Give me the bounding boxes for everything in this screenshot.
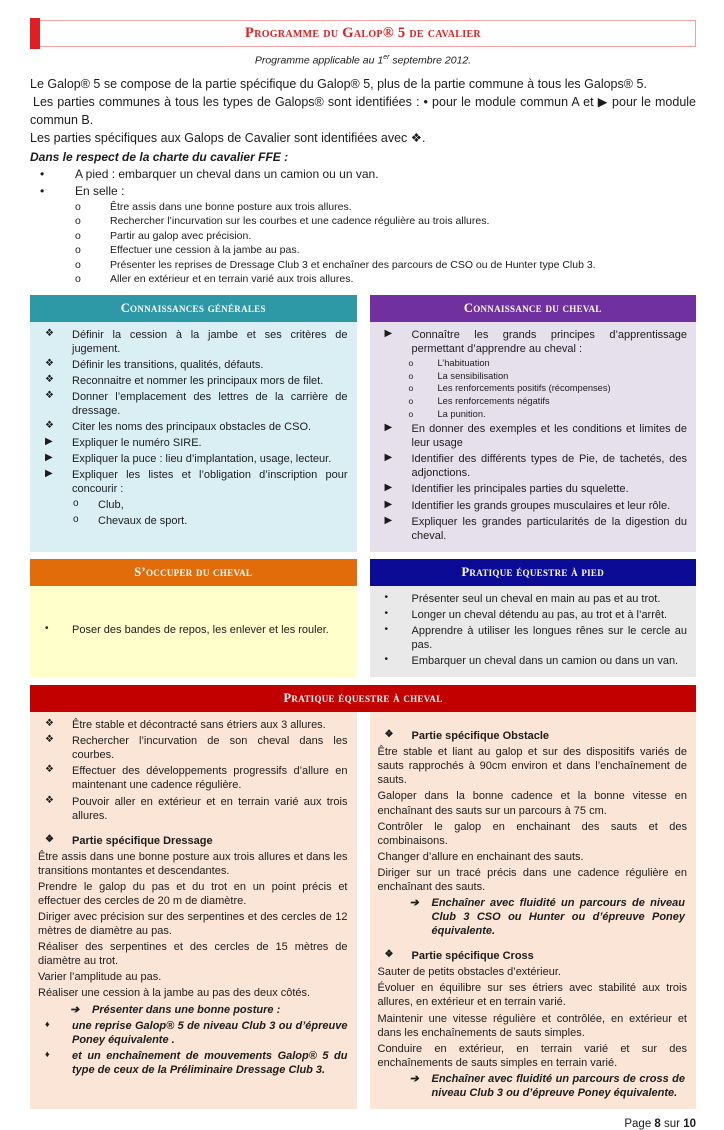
list-item [410, 896, 686, 938]
list-item-text: Diriger sur un tracé précis dans une cadence régulière en enchaînant des sauts. [377, 866, 687, 893]
bullet-marker: o [73, 498, 79, 510]
list-item [378, 422, 688, 450]
list-item [378, 383, 688, 395]
bullet-marker: • [384, 623, 389, 635]
list-item-text: Identifier les principales parties du squelette. [411, 483, 629, 496]
list-item [378, 1012, 688, 1040]
bullet-marker: ➔ [409, 1072, 419, 1085]
section-header-connaissances-generales: Connaissances générales [30, 295, 357, 322]
list-item-text: Apprendre à utiliser les longues rênes sur le cercle au pas. [411, 624, 687, 651]
list-item [378, 866, 688, 894]
list-item-text: Présenter les reprises de Dressage Club 3 et enchaîner des parcours de CSO ou de Hunter type Club 3. [110, 258, 596, 271]
list-item-text: Club, [98, 499, 124, 512]
list-item [30, 214, 696, 229]
list-item-text: L’habituation [437, 357, 490, 368]
list-item-text: Expliquer les grandes particularités de la digestion du cheval. [411, 515, 687, 542]
bullet-marker: o [408, 357, 414, 368]
list-item-text: Les renforcements positifs (récompenses) [437, 383, 611, 394]
section-header-soccuper-du-cheval: S’occuper du cheval [30, 559, 357, 586]
bullet-marker: o [408, 396, 414, 407]
footer-total-pages: 10 [683, 1118, 696, 1130]
list-item-text: Partir au galop avec précision. [110, 229, 252, 242]
bullet-marker: ❖ [45, 373, 54, 385]
bullet-marker: o [75, 200, 81, 213]
section-connaissance-du-cheval [370, 295, 697, 552]
list-item [38, 795, 348, 823]
list-item-text: Enchaîner avec fluidité un parcours de cross de niveau Club 3 ou d’épreuve Poney équivalente. [431, 1072, 685, 1099]
applicability-subtitle [30, 54, 696, 67]
list-item [378, 409, 688, 421]
list-item-text: Effectuer des développements progressifs d’allure en maintenant une cadence régulière. [72, 765, 348, 792]
list-item [38, 420, 348, 434]
list-item [30, 258, 696, 273]
list-item [30, 166, 696, 183]
bullet-marker: o [75, 273, 81, 285]
subtitle-prefix: Programme applicable au 1 [254, 54, 384, 67]
list-item-text: Prendre le galop du pas et du trot en un point précis et effectuer des cercles de 20 m de diamètre. [38, 880, 348, 907]
list-item [378, 452, 688, 480]
list-item [30, 243, 696, 258]
list-item [38, 940, 348, 968]
list-item-text: Longer un cheval détendu au pas, au trot et à l’arrêt. [411, 608, 668, 621]
pratique-cheval-left-column [30, 712, 357, 1109]
bullet-marker: ♦ [45, 1018, 50, 1029]
list-item-text: En donner des exemples et les conditions et limites de leur usage [411, 423, 687, 450]
list-item [38, 468, 348, 496]
list-item-text: Aller en extérieur et en terrain varié aux trois allures. [110, 273, 354, 285]
list-item-text: Rechercher l’incurvation sur les courbes et une cadence régulière au trois allures. [110, 215, 490, 227]
bullet-marker: ➔ [409, 896, 419, 909]
bullet-marker: ❖ [45, 734, 54, 746]
list-item [378, 328, 688, 356]
list-item [378, 729, 688, 743]
knowledge-tables-row [30, 295, 696, 552]
list-item-text: Partie spécifique Dressage [72, 834, 213, 847]
list-item [38, 514, 348, 528]
bullet-marker: ▶ [384, 422, 393, 434]
bullet-marker: • [40, 183, 45, 198]
list-item [378, 515, 688, 543]
list-item-text: La sensibilisation [437, 370, 509, 381]
list-item-text: Définir les transitions, qualités, défauts. [72, 358, 264, 371]
list-item-text: Évoluer en équilibre sur ses étriers avec stabilité aux trois allures, en extérieur et en terrain varié. [377, 982, 687, 1009]
bullet-marker: ❖ [384, 729, 394, 741]
list-item [38, 452, 348, 466]
list-item [378, 358, 688, 370]
section-body-connaissances-generales [30, 322, 357, 552]
list-item [38, 880, 348, 908]
list-item-text: Présenter seul un cheval en main au pas et au trot. [411, 592, 661, 605]
list-item-text: Identifier les grands groupes musculaires et leur rôle. [411, 499, 671, 512]
pratique-cheval-columns [30, 712, 696, 1109]
list-item-text: Sauter de petits obstacles d’extérieur. [377, 966, 561, 979]
page-footer [30, 1118, 696, 1130]
list-item-text: La punition. [437, 409, 486, 420]
bullet-marker: • [40, 166, 45, 181]
list-item [38, 328, 348, 356]
list-item [378, 654, 688, 668]
list-item [38, 390, 348, 418]
list-item-text: Rechercher l’incurvation de son cheval dans les courbes. [72, 735, 348, 762]
list-item [38, 436, 348, 450]
list-item [378, 789, 688, 817]
section-header-connaissance-du-cheval: Connaissance du cheval [370, 295, 697, 322]
bullet-marker: o [75, 244, 81, 256]
section-header-pratique-equestre-a-cheval: Pratique équestre à cheval [30, 685, 696, 712]
bullet-marker: o [73, 514, 79, 526]
charte-list [30, 166, 696, 287]
pratique-cheval-right-column [370, 712, 697, 1109]
list-item [38, 498, 348, 512]
bullet-marker: o [75, 258, 81, 271]
footer-page-label: Page [624, 1118, 655, 1130]
list-item [378, 745, 688, 787]
section-pratique-equestre-a-pied [370, 559, 697, 677]
list-item-text: Connaître les grands principes d’apprentissage permettant d’apprendre au cheval : [411, 328, 687, 355]
list-item-text: Présenter dans une bonne posture : [92, 1003, 281, 1016]
care-tables-row [30, 559, 696, 677]
list-item-text: Réaliser une cession à la jambe au pas des deux côtés. [38, 987, 311, 1000]
bullet-marker: ❖ [45, 419, 54, 431]
list-item [378, 949, 688, 963]
bullet-marker: ▶ [384, 498, 393, 510]
list-item [38, 718, 348, 732]
list-item-text: Conduire en extérieur, en terrain varié et sur des enchaînements de sauts simples en terrain varié. [377, 1042, 687, 1069]
list-item-text: Définir la cession à la jambe et ses critères de jugement. [72, 328, 348, 355]
list-item-text: Être stable et liant au galop et sur des dispositifs variés de sauts rapprochés à 90cm environ et dans l’enchaînement de sauts. [377, 746, 687, 787]
list-item [38, 734, 348, 762]
charte-heading: Dans le respect de la charte du cavalier FFE : [30, 149, 289, 164]
list-item-text: Expliquer la puce : lieu d’implantation, usage, lecteur. [72, 453, 332, 466]
bullet-marker: ▶ [384, 482, 393, 494]
list-item-text: Expliquer le numéro SIRE. [72, 437, 202, 450]
page-title: Programme du Galop® 5 de cavalier [245, 25, 481, 41]
section-body-connaissance-du-cheval [370, 322, 697, 552]
list-item [30, 229, 696, 244]
list-item [378, 592, 688, 606]
list-item [38, 850, 348, 878]
bullet-marker: ▶ [384, 514, 393, 526]
list-item-text: Partie spécifique Cross [411, 950, 534, 963]
section-body-pratique-equestre-a-pied [370, 586, 697, 677]
list-item-text: Embarquer un cheval dans un camion ou dans un van. [411, 655, 679, 668]
list-item-text: Être stable et décontracté sans étriers aux 3 allures. [72, 719, 326, 732]
list-item [378, 820, 688, 848]
bullet-marker: o [75, 215, 81, 227]
list-item-text: une reprise Galop® 5 de niveau Club 3 ou d’épreuve Poney équivalente . [72, 1019, 348, 1046]
bullet-marker: ▶ [45, 468, 53, 480]
bullet-marker: ❖ [45, 718, 54, 730]
bullet-marker: o [408, 409, 414, 420]
list-item [378, 608, 688, 622]
bullet-marker: o [408, 370, 414, 381]
list-item-text: Pouvoir aller en extérieur et en terrain varié aux trois allures. [72, 795, 348, 822]
intro-paragraph-2: Les parties communes à tous les types de Galops® sont identifiées : • pour le module commun A et ▶ pour le module commun B. [30, 94, 696, 127]
bullet-marker: ▶ [384, 452, 393, 464]
list-item [378, 482, 688, 496]
bullet-marker: ❖ [45, 833, 54, 845]
list-item-text: Galoper dans la bonne cadence et la bonne vitesse en enchaînant des sauts sur un parcours à 75 cm. [377, 790, 687, 817]
list-item-text: Donner l’emplacement des lettres de la carrière de dressage. [72, 390, 348, 417]
bullet-marker: ▶ [45, 436, 53, 448]
list-item-text: Citer les noms des principaux obstacles de CSO. [72, 420, 312, 433]
intro-paragraph-1: Le Galop® 5 se compose de la partie spécifique du Galop® 5, plus de la partie commune à tous les Galops® 5. [30, 76, 647, 91]
bullet-marker: ❖ [45, 794, 54, 806]
subtitle-suffix: septembre 2012. [389, 54, 472, 67]
bullet-marker: ❖ [45, 764, 54, 776]
list-item [38, 358, 348, 372]
section-pratique-equestre-a-cheval [30, 685, 696, 1109]
section-connaissances-generales [30, 295, 357, 552]
list-item-text: Partie spécifique Obstacle [411, 730, 550, 743]
list-item [410, 1072, 686, 1100]
bullet-marker: ♦ [45, 1048, 50, 1059]
list-item [378, 850, 688, 864]
list-item-text: Identifier des différents types de Pie, de tachetés, des adjonctions. [411, 453, 687, 480]
list-item [378, 1042, 688, 1070]
bullet-marker: o [408, 383, 414, 394]
intro-paragraph-3: Les parties spécifiques aux Galops de Cavalier sont identifiées avec ❖. [30, 130, 426, 145]
list-item-text: Diriger avec précision sur des serpentines et des cercles de 12 mètres de diamètre au pas. [38, 911, 348, 938]
bullet-marker: • [45, 622, 49, 634]
list-item-text: A pied : embarquer un cheval dans un camion ou un van. [75, 166, 379, 181]
bullet-marker: • [384, 654, 389, 666]
bullet-marker: ▶ [45, 452, 53, 464]
section-header-pratique-equestre-a-pied: Pratique équestre à pied [370, 559, 697, 586]
footer-page-number: 8 [654, 1118, 661, 1130]
list-item [38, 1049, 348, 1077]
list-item-text: Varier l’amplitude au pas. [38, 971, 162, 984]
bullet-marker: • [384, 607, 389, 619]
list-item-text: Expliquer les listes et l’obligation d’inscription pour concourir : [72, 469, 348, 496]
list-item-text: Effectuer une cession à la jambe au pas. [110, 244, 300, 256]
list-item-text: Contrôler le galop en enchainant des sauts et des combinaisons. [377, 820, 687, 847]
bullet-marker: o [75, 229, 81, 242]
list-item [38, 834, 348, 848]
list-item [378, 499, 688, 513]
list-item-text: En selle : [75, 183, 125, 198]
list-item [378, 624, 688, 652]
list-item-text: Chevaux de sport. [98, 515, 188, 528]
bullet-marker: ❖ [384, 949, 394, 961]
list-item [38, 623, 348, 637]
list-item-text: Les renforcements négatifs [437, 396, 550, 407]
list-item [38, 764, 348, 792]
list-item [38, 910, 348, 938]
list-item-text: Être assis dans une bonne posture aux trois allures. [110, 200, 352, 213]
list-item [30, 272, 696, 287]
list-item [378, 371, 688, 383]
list-item [30, 200, 696, 215]
section-soccuper-du-cheval [30, 559, 357, 677]
title-accent-bar [30, 18, 40, 49]
list-item [38, 986, 348, 1000]
footer-sur-label: sur [660, 1118, 684, 1130]
subtitle-ordinal: er [383, 54, 390, 61]
list-item-text: Reconnaitre et nommer les principaux mors de filet. [72, 374, 324, 387]
bullet-marker: ❖ [45, 327, 54, 339]
list-item [38, 1019, 348, 1047]
list-item [38, 374, 348, 388]
list-item-text: Réaliser des serpentines et des cercles de 15 mètres de diamètre au trot. [38, 941, 348, 968]
list-item-text: Être assis dans une bonne posture aux trois allures et dans les transitions montantes et descendantes. [38, 850, 348, 877]
bullet-marker: ❖ [45, 389, 54, 401]
intro-section [30, 75, 696, 147]
list-item-text: Poser des bandes de repos, les enlever et les rouler. [72, 623, 329, 636]
section-body-soccuper-du-cheval [30, 586, 357, 677]
bullet-marker: • [384, 591, 389, 603]
list-item-text: Maintenir une vitesse régulière et contrôlée, en extérieur et dans les enchaînements de sauts simples. [377, 1012, 687, 1039]
list-item [70, 1003, 346, 1017]
bullet-marker: ▶ [384, 327, 393, 339]
list-item-text: Enchaîner avec fluidité un parcours de niveau Club 3 CSO ou Hunter ou d’épreuve Poney équivalente. [431, 896, 685, 938]
bullet-marker: ❖ [45, 357, 54, 369]
list-item-text: Changer d’allure en enchainant des sauts. [377, 850, 584, 863]
list-item [378, 396, 688, 408]
list-item [378, 965, 688, 979]
list-item [38, 970, 348, 984]
list-item [30, 183, 696, 200]
list-item [378, 981, 688, 1009]
list-item-text: et un enchaînement de mouvements Galop® 5 du type de ceux de la Préliminaire Dressage Club 3. [72, 1049, 348, 1076]
document-title-banner [30, 20, 696, 47]
bullet-marker: ➔ [70, 1003, 80, 1016]
